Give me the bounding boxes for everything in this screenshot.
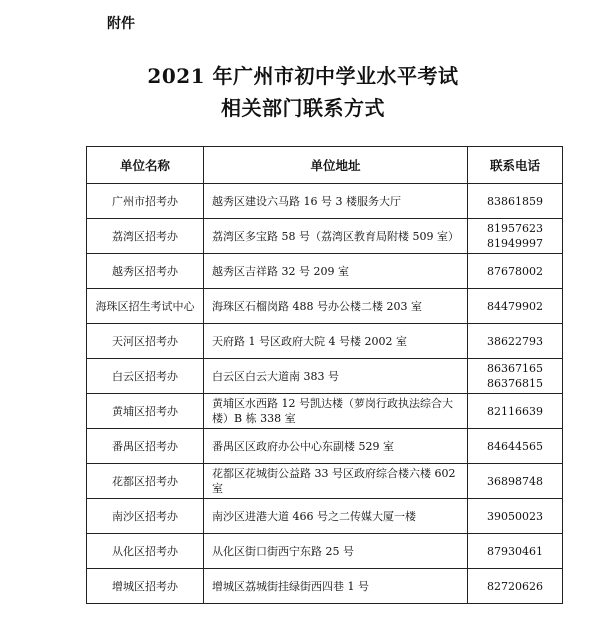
phone-number: 39050023 xyxy=(487,509,543,523)
table-row xyxy=(87,569,563,604)
unit-name-cell: 白云区招考办 xyxy=(87,359,204,394)
header-unit-name: 单位名称 xyxy=(87,147,204,184)
unit-name-cell: 花都区招考办 xyxy=(87,464,204,499)
contact-table xyxy=(86,146,563,604)
phone-cell xyxy=(468,394,563,429)
header-phone: 联系电话 xyxy=(468,147,563,184)
unit-name-cell: 越秀区招考办 xyxy=(87,254,204,289)
unit-name-cell: 从化区招考办 xyxy=(87,534,204,569)
unit-address-cell: 越秀区吉祥路 32 号 209 室 xyxy=(204,254,468,289)
phone-cell xyxy=(468,254,563,289)
unit-address-cell: 海珠区石榴岗路 488 号办公楼二楼 203 室 xyxy=(204,289,468,324)
phone-number: 36898748 xyxy=(487,474,543,488)
phone-cell xyxy=(468,499,563,534)
phone-number: 86376815 xyxy=(487,377,543,390)
phone-number: 38622793 xyxy=(487,334,543,348)
unit-address-cell: 增城区荔城街挂绿街西四巷 1 号 xyxy=(204,569,468,604)
unit-name-cell: 广州市招考办 xyxy=(87,184,204,219)
table-row xyxy=(87,429,563,464)
phone-number: 84479902 xyxy=(487,299,543,313)
unit-name-cell: 海珠区招生考试中心 xyxy=(87,289,204,324)
phone-number: 86367165 xyxy=(487,362,543,375)
table-row xyxy=(87,219,563,254)
phone-cell xyxy=(468,534,563,569)
phone-number: 81949997 xyxy=(487,237,543,250)
table-row xyxy=(87,534,563,569)
unit-name-cell: 荔湾区招考办 xyxy=(87,219,204,254)
unit-address-cell: 花都区花城街公益路 33 号区政府综合楼六楼 602 室 xyxy=(204,464,468,499)
unit-address-cell: 天府路 1 号区政府大院 4 号楼 2002 室 xyxy=(204,324,468,359)
unit-address-cell: 从化区街口街西宁东路 25 号 xyxy=(204,534,468,569)
phone-cell xyxy=(468,464,563,499)
phone-number: 82116639 xyxy=(487,404,543,418)
phone-cell xyxy=(468,219,563,254)
phone-cell xyxy=(468,289,563,324)
table-row xyxy=(87,394,563,429)
attachment-label: 附件 xyxy=(107,16,135,32)
table-row xyxy=(87,254,563,289)
phone-number: 87930461 xyxy=(487,544,543,558)
table-row xyxy=(87,324,563,359)
table-row xyxy=(87,289,563,324)
phone-number: 82720626 xyxy=(487,579,543,593)
unit-address-cell: 黄埔区水西路 12 号凯达楼（萝岗行政执法综合大楼）B 栋 338 室 xyxy=(204,394,468,429)
table-row xyxy=(87,184,563,219)
table-row xyxy=(87,359,563,394)
unit-name-cell: 黄埔区招考办 xyxy=(87,394,204,429)
document-subtitle: 相关部门联系方式 xyxy=(221,96,385,120)
phone-cell xyxy=(468,184,563,219)
phone-cell xyxy=(468,324,563,359)
phone-number: 84644565 xyxy=(487,439,543,453)
phone-number: 87678002 xyxy=(487,264,543,278)
unit-name-cell: 番禺区招考办 xyxy=(87,429,204,464)
unit-name-cell: 天河区招考办 xyxy=(87,324,204,359)
phone-cell xyxy=(468,359,563,394)
phone-number: 83861859 xyxy=(487,194,543,208)
unit-name-cell: 南沙区招考办 xyxy=(87,499,204,534)
unit-address-cell: 南沙区进港大道 466 号之二传媒大厦一楼 xyxy=(204,499,468,534)
phone-number: 81957623 xyxy=(487,222,543,235)
phone-cell xyxy=(468,569,563,604)
unit-address-cell: 荔湾区多宝路 58 号（荔湾区教育局附楼 509 室） xyxy=(204,219,468,254)
unit-address-cell: 白云区白云大道南 383 号 xyxy=(204,359,468,394)
document-title: 2021 年广州市初中学业水平考试 xyxy=(147,64,459,88)
unit-address-cell: 番禺区区政府办公中心东副楼 529 室 xyxy=(204,429,468,464)
unit-name-cell: 增城区招考办 xyxy=(87,569,204,604)
header-unit-address: 单位地址 xyxy=(204,147,468,184)
unit-address-cell: 越秀区建设六马路 16 号 3 楼服务大厅 xyxy=(204,184,468,219)
header-row xyxy=(87,147,563,184)
table-row xyxy=(87,464,563,499)
table-row xyxy=(87,499,563,534)
phone-cell xyxy=(468,429,563,464)
